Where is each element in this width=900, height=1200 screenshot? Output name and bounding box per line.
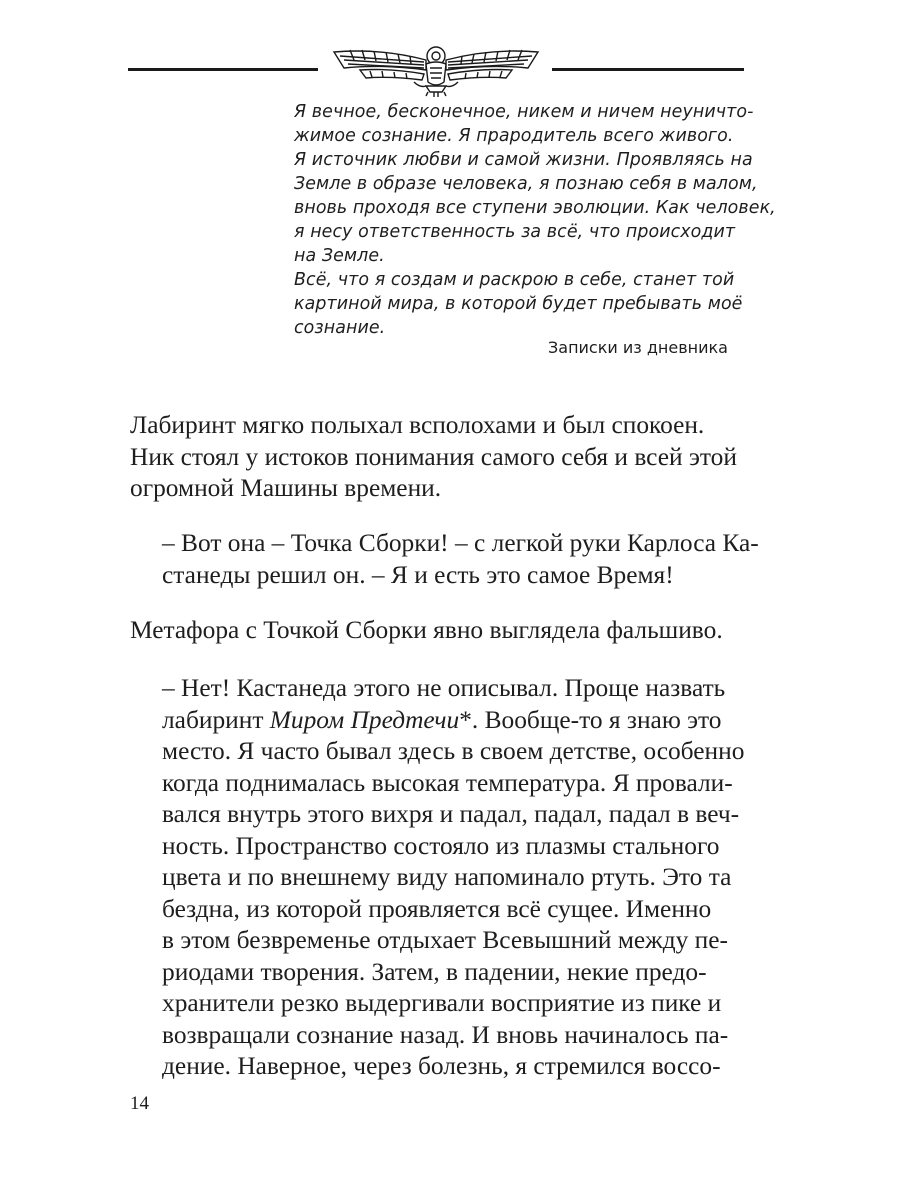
header-rule-left xyxy=(128,68,318,71)
text-line: в этом безвременье отдыхает Всевышний между пе- xyxy=(162,926,728,954)
text-line: – Нет! Кастанеда этого не описывал. Проще назвать xyxy=(162,674,726,702)
text-segment: лабиринт xyxy=(162,705,270,734)
epigraph-line: сознание. xyxy=(294,318,386,338)
epigraph-line: я несу ответственность за всё, что происходит xyxy=(294,222,736,242)
text-segment: *. Вообще-то я знаю это xyxy=(459,705,722,734)
epigraph-line: Я источник любви и самой жизни. Проявляясь на xyxy=(294,150,753,170)
epigraph-line: вновь проходя все ступени эволюции. Как человек, xyxy=(294,198,776,218)
text-line: дение. Наверное, через болезнь, я стремился воссо- xyxy=(162,1052,721,1080)
epigraph-line: жимое сознание. Я прародитель всего живого. xyxy=(294,126,734,146)
epigraph xyxy=(294,100,776,340)
text-line: вался внутрь этого вихря и падал, падал, падал в веч- xyxy=(162,800,740,828)
text-line: огромной Машины времени. xyxy=(130,474,442,502)
italic-term: Миром Предтечи xyxy=(269,705,460,734)
paragraph-3 xyxy=(130,615,770,647)
text-line xyxy=(130,705,770,737)
epigraph-line: на Земле. xyxy=(294,246,385,266)
text-line: риодами творения. Затем, в падении, некие предо- xyxy=(162,957,707,986)
text-line: Метафора с Точкой Сборки явно выглядела фальшиво. xyxy=(130,616,723,644)
epigraph-line: Всё, что я создам и раскрою в себе, станет той xyxy=(294,270,735,290)
header-rule-right xyxy=(552,68,744,71)
text-line: – Вот она – Точка Сборки! – с легкой руки Карлоса Ка- xyxy=(162,529,759,557)
paragraph-2-dialogue xyxy=(130,528,770,591)
epigraph-signature: Записки из дневника xyxy=(548,338,728,357)
paragraph-1 xyxy=(130,410,770,505)
winged-sun-disk-icon xyxy=(330,42,542,98)
text-line: Лабиринт мягко полыхал всполохами и был спокоен. xyxy=(130,411,705,439)
paragraph-4-dialogue xyxy=(130,673,770,1083)
epigraph-line: Земле в образе человека, я познаю себя в малом, xyxy=(294,174,758,194)
text-line: возвращали сознание назад. И вновь начиналось па- xyxy=(162,1020,729,1049)
text-line: станеды решил он. – Я и есть это самое Время! xyxy=(162,560,674,589)
page-number: 14 xyxy=(130,1093,149,1114)
text-line: ность. Пространство состояло из плазмы стального xyxy=(162,831,720,860)
text-line: Ник стоял у истоков понимания самого себя и всей этой xyxy=(130,442,737,471)
epigraph-line: Я вечное, бесконечное, никем и ничем неуничто- xyxy=(294,102,754,122)
text-line: цвета и по внешнему виду напоминало ртуть. Это та xyxy=(162,863,732,891)
text-line: хранители резко выдергивали восприятие из пике и xyxy=(162,989,722,1017)
text-line: место. Я часто бывал здесь в своем детстве, особенно xyxy=(162,737,745,765)
epigraph-line: картиной мира, в которой будет пребывать моё xyxy=(294,294,743,314)
text-line: когда поднималась высокая температура. Я провали- xyxy=(162,768,733,797)
text-line: бездна, из которой проявляется всё сущее. Именно xyxy=(162,894,712,923)
